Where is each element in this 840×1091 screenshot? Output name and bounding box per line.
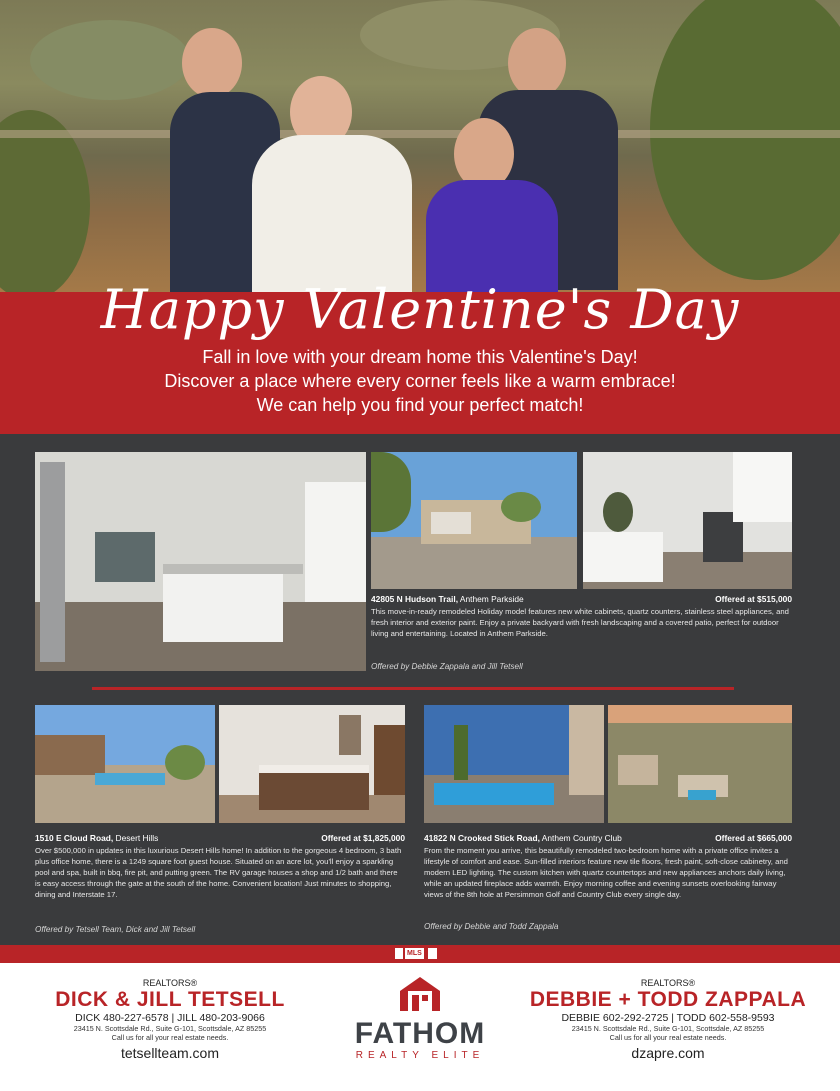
badge-strip [0,945,840,963]
fathom-logo [336,975,504,1061]
listing-2-offered-by: Offered by Tetsell Team, Dick and Jill Tetsell [35,925,196,934]
listing-3-pool-photo [424,705,604,823]
listing-2-header [35,833,405,843]
agent-phones: DICK 480-227-6578 | JILL 480-203-9066 [75,1012,265,1024]
agent-phones: DEBBIE 602-292-2725 | TODD 602-558-9593 [561,1012,775,1024]
listing-2-pool-photo [35,705,215,823]
listing-1-header [371,594,792,604]
office-address: 23415 N. Scottsdale Rd., Suite G-101, Scottsdale, AZ 85255 [73,1024,267,1033]
house-logo-icon [398,975,442,1013]
listing-3-address: 41822 N Crooked Stick Road, [424,833,540,843]
tagline-line-3: We can help you find your perfect match! [256,395,584,415]
listing-3-description: From the moment you arrive, this beautifully remodeled two-bedroom home with a private office invites a lifestyle of comfort and ease. Sun-filled interiors feature new tile floors, fresh paint, soft-close cabinetry, and modern LED lighting. The custom kitchen with quartz countertops and new appliances anchors daily living, while an updated fireplace adds warmth. Enjoy morning coffee and evening sunsets overlooking fairway views of the 8th hole at Persimmon Golf and Country Club every single day. [424,846,788,899]
agent-block-tetsell [20,978,320,1061]
listing-1-exterior-photo [371,452,577,589]
listing-3-offered-by: Offered by Debbie and Todd Zappala [424,922,559,931]
divider-line [92,687,734,690]
listing-2-area: Desert Hills [113,833,159,843]
headline: Happy Valentine's Day [100,278,740,341]
website-link[interactable]: dzapre.com [631,1045,705,1061]
listing-1-address: 42805 N Hudson Trail, [371,594,459,604]
listing-3-price: Offered at $665,000 [715,833,792,843]
listing-1-kitchen-2-photo [583,452,792,589]
brand-subtitle: REALTY ELITE [355,1050,485,1061]
hero-photo [0,0,840,300]
realtors-label: REALTORS® [142,978,198,988]
realtor-badge-icon [395,948,403,959]
listing-1-kitchen-photo [35,452,366,671]
agent-names: DICK & JILL TETSELL [55,988,285,1011]
listing-1-area: Anthem Parkside [458,594,524,604]
agent-names: DEBBIE + TODD ZAPPALA [529,988,807,1011]
listing-3-aerial-photo [608,705,792,823]
realtors-label: REALTORS® [640,978,696,988]
listing-2-price: Offered at $1,825,000 [321,833,405,843]
listing-3-header [424,833,792,843]
mls-badge: MLS [407,950,422,957]
tagline-line-1: Fall in love with your dream home this Valentine's Day! [202,347,638,367]
listing-3-area: Anthem Country Club [539,833,622,843]
listing-2-kitchen-photo [219,705,405,823]
call-us: Call us for all your real estate needs. [111,1033,229,1042]
equal-housing-icon [428,948,437,959]
listing-2-address: 1510 E Cloud Road, [35,833,114,843]
tagline-line-2: Discover a place where every corner feels like a warm embrace! [164,371,676,391]
listing-1-description: This move-in-ready remodeled Holiday model features new white cabinets, quartz counters, stainless steel appliances, and fresh interior and exterior paint. Enjoy a private backyard with fresh landscaping and a covered patio, perfect for outdoor living and entertaining. Located in Anthem Parkside. [371,607,789,638]
agent-block-zappala [518,978,818,1061]
listing-2-description: Over $500,000 in updates in this luxurious Desert Hills home! In addition to the gorgeous 4 bedroom, 3 bath plus office home, there is a 1249 square foot guest house. Situated on an acre lot, you'll enjoy a sparkling pool and spa, built in bbq, fire pit, and putting green. The RV garage houses a shop and 1/2 bath and there is easy access through the gate at the south of the home. Convenient location! Just minutes to shopping, dining and Interstate 17. [35,846,402,899]
website-link[interactable]: tetsellteam.com [120,1045,220,1061]
listing-1-price: Offered at $515,000 [715,594,792,604]
listing-1-offered-by: Offered by Debbie Zappala and Jill Tetsell [371,662,523,671]
office-address: 23415 N. Scottsdale Rd., Suite G-101, Scottsdale, AZ 85255 [571,1024,765,1033]
brand-name: FATHOM [354,1017,486,1050]
call-us: Call us for all your real estate needs. [609,1033,727,1042]
